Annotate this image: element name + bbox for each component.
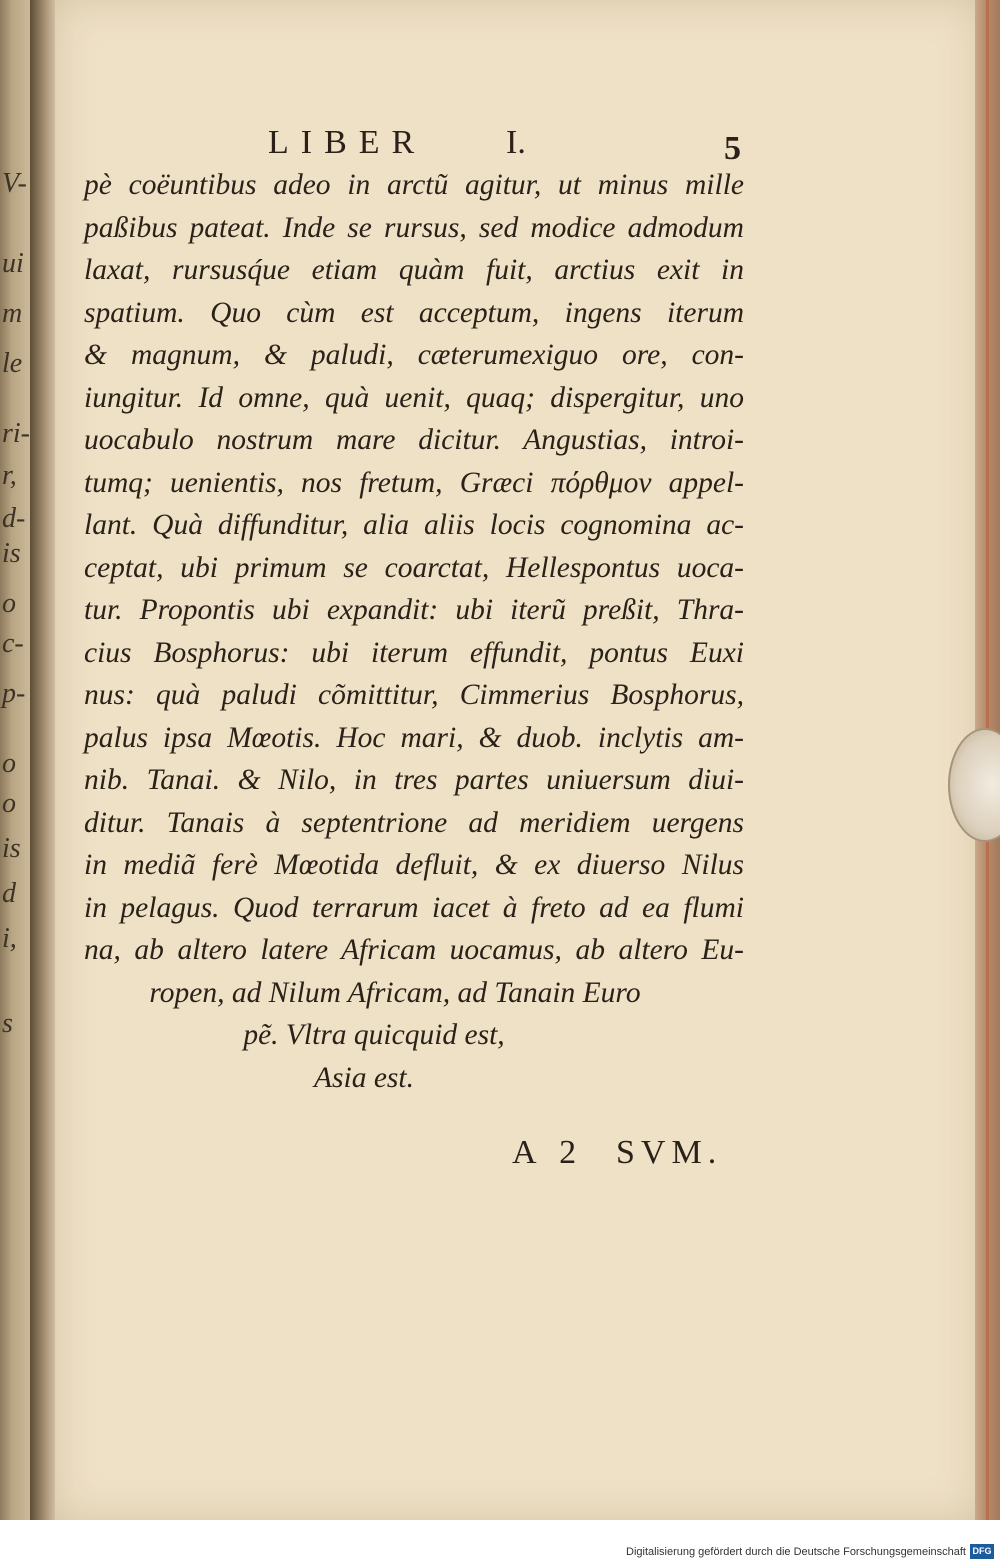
- book-number: I.: [506, 124, 526, 161]
- previous-page-fragment: o: [2, 588, 16, 619]
- text-line: na, ab altero latere Africam uocamus, ab altero Eu-: [84, 934, 744, 966]
- previous-page-fragment: is: [2, 538, 21, 569]
- text-line: tur. Propontis ubi expandit: ubi iterũ preßit, Thra-: [84, 594, 744, 626]
- previous-page-fragment: i,: [2, 923, 17, 954]
- digitization-note: Digitalisierung gefördert durch die Deutsche Forschungsgemeinschaft: [626, 1546, 966, 1558]
- previous-page-fragment: d: [2, 878, 16, 909]
- previous-page-fragment: p-: [2, 678, 26, 709]
- previous-page-fragment: c-: [2, 628, 24, 659]
- text-line: Asia est.: [314, 1061, 414, 1094]
- text-line: ditur. Tanais à septentrione ad meridiem uergens: [84, 806, 744, 839]
- body-text: [84, 164, 744, 1099]
- text-line: nus: quà paludi cõmittitur, Cimmerius Bosphorus,: [84, 679, 744, 711]
- previous-page-fragment: s: [2, 1008, 13, 1039]
- catchword: SVM.: [616, 1134, 723, 1171]
- text-line: in mediã ferè Mœotida defluit, & ex diuerso Nilus: [84, 849, 744, 881]
- text-line: palus ipsa Mœotis. Hoc mari, & duob. inclytis am-: [84, 721, 744, 754]
- previous-page-fragment: ui: [2, 248, 24, 279]
- previous-page-fragment: r,: [2, 460, 17, 491]
- text-line: in pelagus. Quod terrarum iacet à freto ad ea flumi: [84, 891, 744, 924]
- text-line: pè coëuntibus adeo in arctũ agitur, ut minus mille: [84, 169, 744, 201]
- dfg-logo: DFG: [970, 1544, 994, 1559]
- text-line: paßibus pateat. Inde se rursus, sed modice admodum: [84, 211, 744, 244]
- text-line: ceptat, ubi primum se coarctat, Hellespontus uoca-: [84, 551, 744, 584]
- previous-page-text-fragments: [2, 0, 30, 1520]
- text-line: ropen, ad Nilum Africam, ad Tanain Euro: [149, 976, 641, 1009]
- page-number: 5: [724, 130, 741, 167]
- text-line: uocabulo nostrum mare dicitur. Angustias, introi-: [84, 424, 744, 456]
- text-line: pẽ. Vltra quicquid est,: [243, 1019, 505, 1051]
- previous-page-fragment: is: [2, 833, 21, 864]
- previous-page-fragment: le: [2, 348, 23, 379]
- page-footer-marks: [512, 1134, 742, 1178]
- text-line: nib. Tanai. & Nilo, in tres partes uniuersum diui-: [84, 764, 744, 796]
- text-line: lant. Quà diffunditur, alia aliis locis cognomina ac-: [84, 509, 744, 541]
- text-line: iungitur. Id omne, quà uenit, quaq; dispergitur, uno: [84, 381, 744, 414]
- text-line: tumq; uenientis, nos fretum, Græci πόρθμον appel-: [84, 466, 744, 499]
- running-head: LIBER: [268, 124, 427, 161]
- text-line: & magnum, & paludi, cæterumexiguo ore, con-: [84, 339, 744, 371]
- signature-mark: A 2: [512, 1134, 585, 1171]
- text-line: spatium. Quo cùm est acceptum, ingens iterum: [84, 296, 744, 329]
- text-line: cius Bosphorus: ubi iterum effundit, pontus Euxi: [84, 636, 744, 669]
- previous-page-fragment: o: [2, 748, 16, 779]
- previous-page-fragment: ri-: [2, 418, 30, 449]
- text-line: laxat, rursusq́ue etiam quàm fuit, arctius exit in: [84, 254, 744, 286]
- previous-page-fragment: m: [2, 298, 23, 329]
- page-header: [268, 120, 728, 170]
- previous-page-fragment: o: [2, 788, 16, 819]
- previous-page-fragment: d-: [2, 503, 26, 534]
- previous-page-fragment: V-: [2, 168, 27, 199]
